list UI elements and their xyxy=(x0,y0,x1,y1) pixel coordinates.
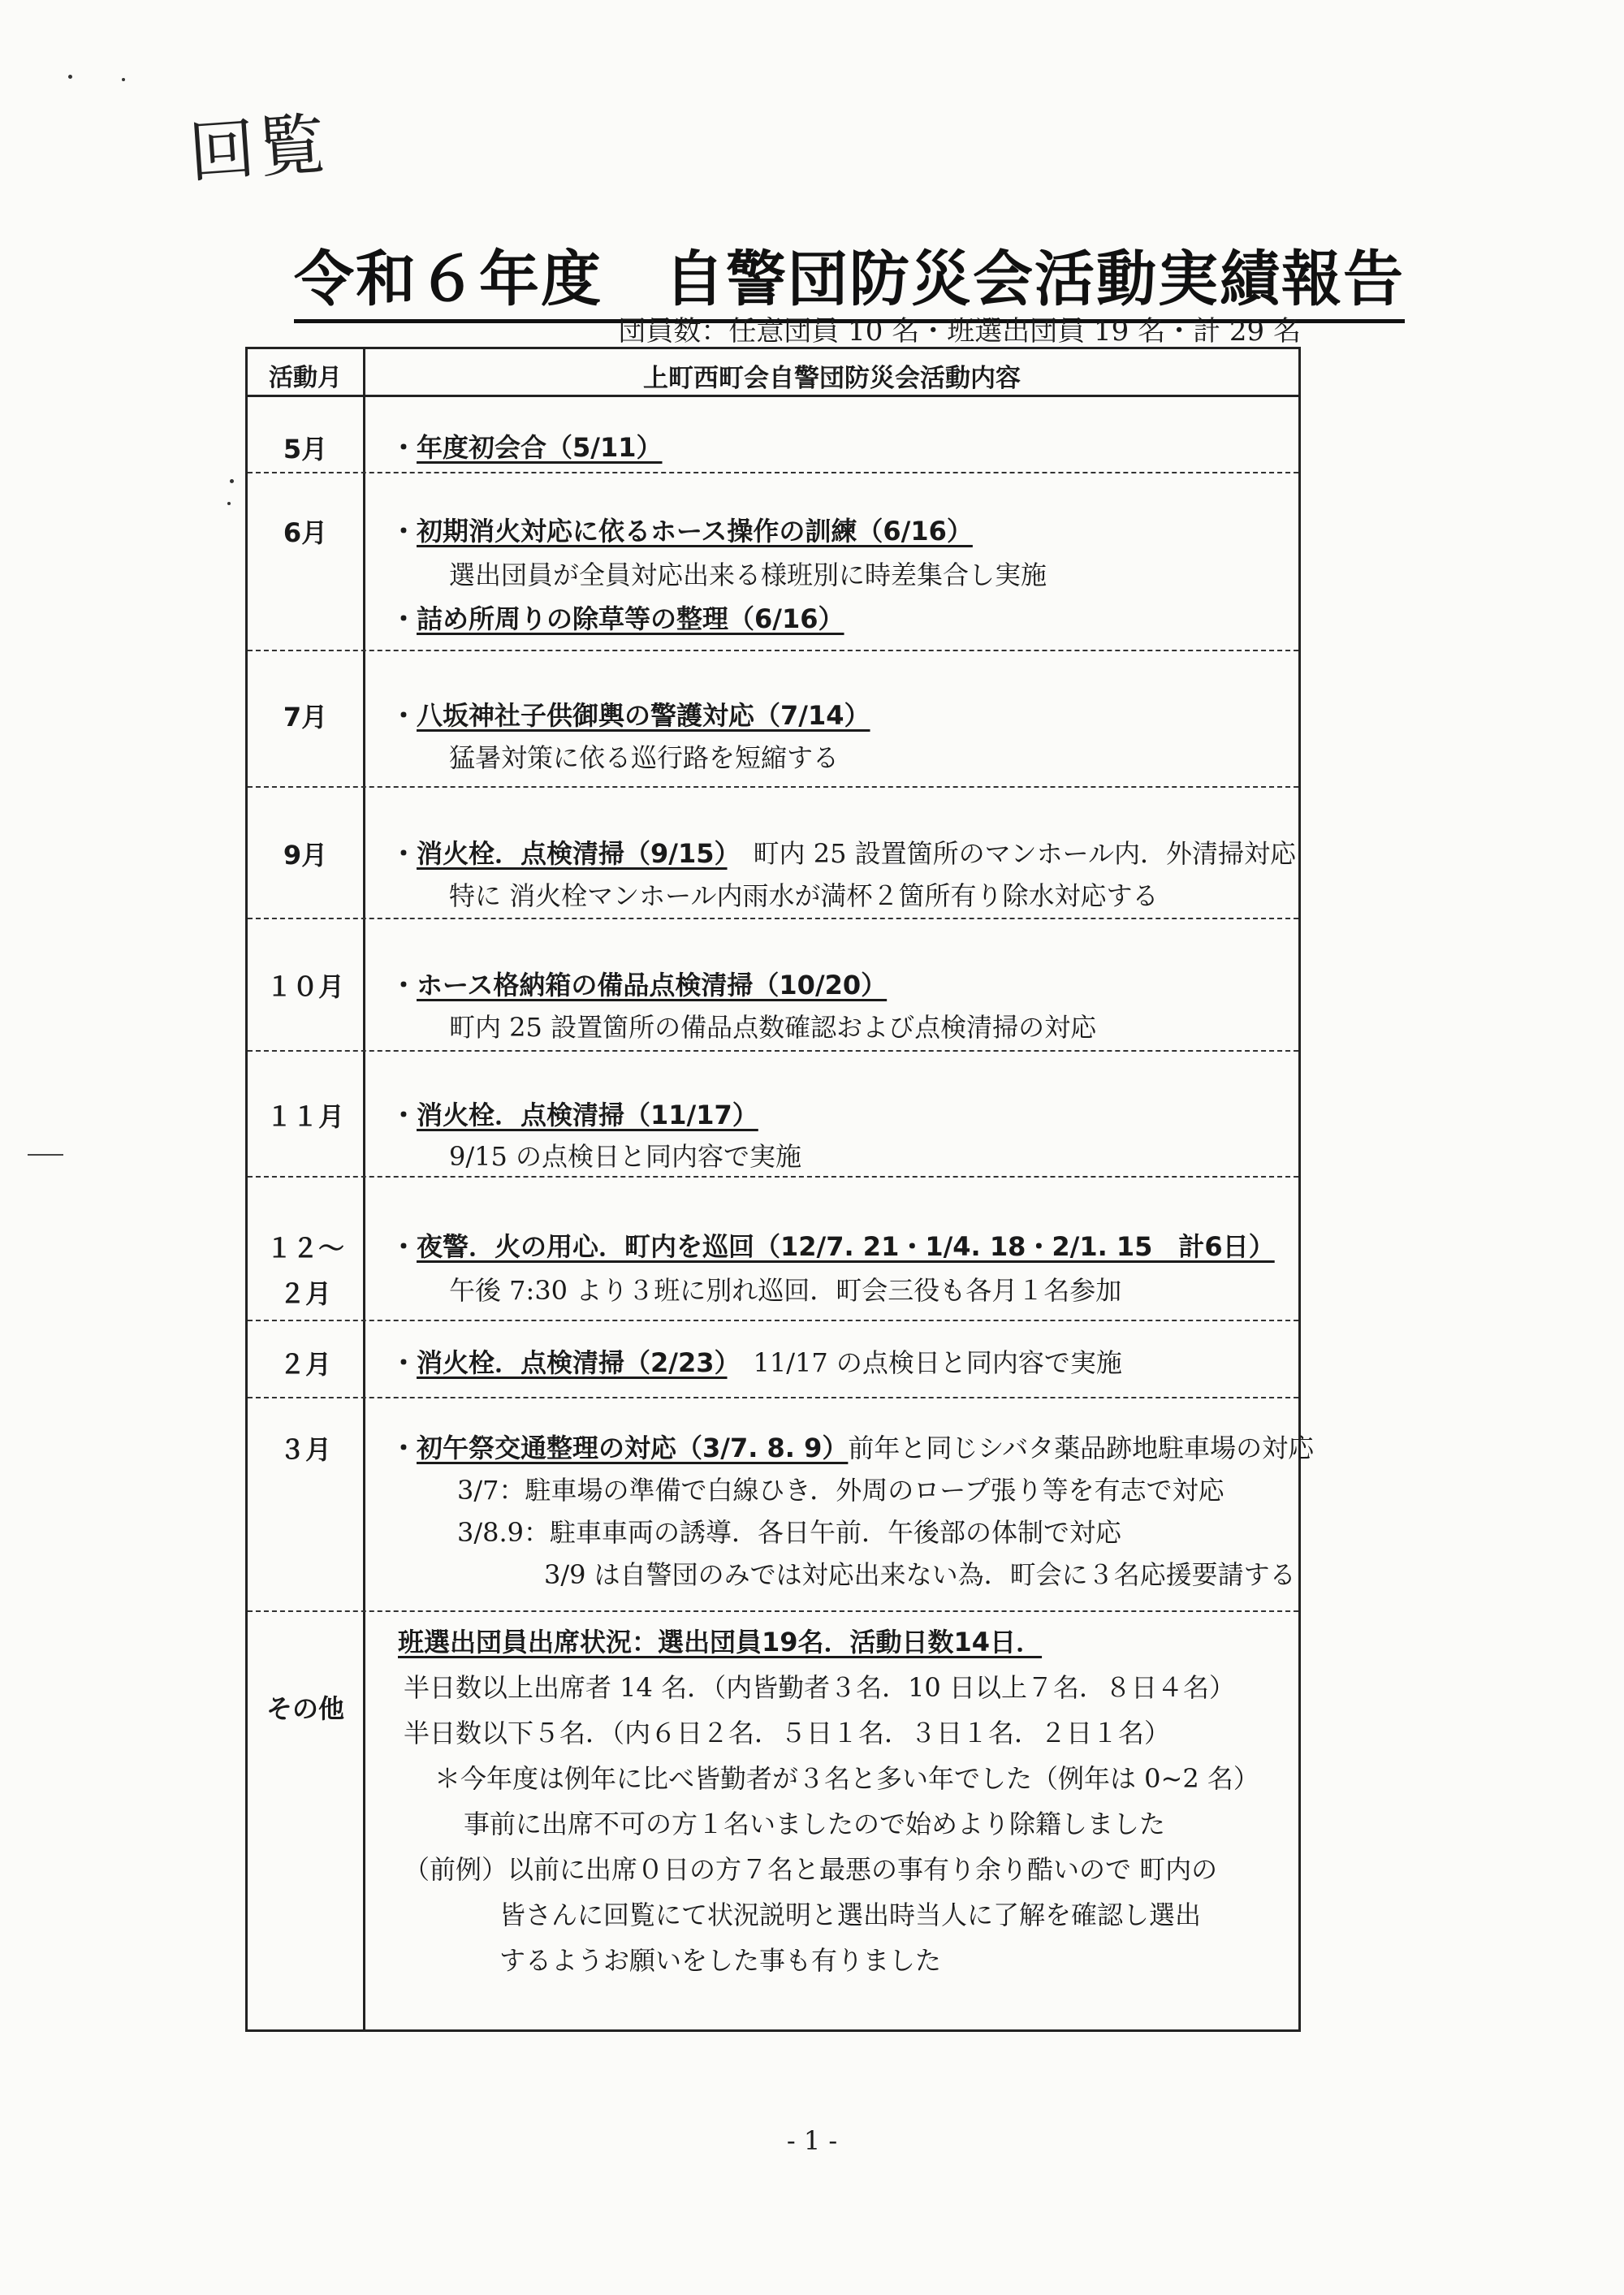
activity-line xyxy=(391,833,1296,871)
activity-line xyxy=(391,1226,1275,1264)
month-label: 7月 xyxy=(283,702,328,733)
activity-detail: 午後 7:30 より３班に別れ巡回．町会三役も各月１名参加 xyxy=(449,1275,1122,1306)
attendance-detail: 半日数以上出席者 14 名．（内皆勤者３名．10 日以上７名．８日４名） xyxy=(404,1672,1235,1703)
section-february xyxy=(248,1320,1298,1398)
page-number: - 1 - xyxy=(786,2125,838,2156)
circulation-stamp: 回覧 xyxy=(186,106,331,192)
activity-heading: 夜警．火の用心．町内を巡回（12/7. 21・1/4. 18・2/1. 15 計6日） xyxy=(417,1231,1275,1262)
activity-heading: 詰め所周りの除草等の整理（6/16） xyxy=(417,603,844,634)
activity-detail: 町内 25 設置箇所の備品点数確認および点検清掃の対応 xyxy=(449,1012,1097,1043)
activity-detail: 3/8.9：駐車車両の誘導．各日午前．午後部の体制で対応 xyxy=(457,1517,1122,1548)
month-label-end: ２月 xyxy=(279,1278,331,1309)
activity-line xyxy=(391,599,844,636)
section-june xyxy=(248,472,1298,651)
bullet: ・ xyxy=(391,700,417,731)
activity-detail: 9/15 の点検日と同内容で実施 xyxy=(449,1141,802,1172)
bullet: ・ xyxy=(391,970,417,1001)
activity-line xyxy=(391,695,870,733)
activity-line xyxy=(391,965,887,1002)
activity-detail: 選出団員が全員対応出来る様班別に時差集合し実施 xyxy=(449,560,1047,590)
activity-note: 前年と同じシバタ薬品跡地駐車場の対応 xyxy=(848,1433,1315,1463)
activity-heading: 消火栓．点検清掃（2/23） xyxy=(417,1347,728,1378)
activity-detail: 3/9 は自警団のみでは対応出来ない為．町会に３名応援要請する xyxy=(544,1559,1296,1590)
activity-heading: 年度初会合（5/11） xyxy=(417,432,663,463)
attendance-detail: 半日数以下５名．（内６日２名．５日１名．３日１名．２日１名） xyxy=(404,1718,1171,1748)
bullet: ・ xyxy=(391,1347,417,1378)
bullet: ・ xyxy=(391,1100,417,1130)
activity-heading: 班選出団員出席状況：選出団員19名．活動日数14日． xyxy=(398,1627,1043,1658)
activity-line xyxy=(391,511,973,548)
table-header xyxy=(248,349,1298,397)
activity-line xyxy=(391,1095,758,1132)
precedent-note: （前例）以前に出席０日の方７名と最悪の事有り余り酷いので 町内の xyxy=(404,1854,1218,1885)
scan-speck xyxy=(122,78,125,81)
activity-heading: ホース格納箱の備品点検清掃（10/20） xyxy=(417,970,888,1001)
bullet: ・ xyxy=(391,1433,417,1463)
month-label: その他 xyxy=(266,1693,344,1724)
header-month: 活動月 xyxy=(269,364,342,392)
activity-line xyxy=(391,1428,1314,1465)
section-october xyxy=(248,918,1298,1052)
activity-heading: 初期消火対応に依るホース操作の訓練（6/16） xyxy=(417,516,973,547)
section-march xyxy=(248,1397,1315,1612)
bullet: ・ xyxy=(391,603,417,634)
activity-heading: 初午祭交通整理の対応（3/7. 8. 9） xyxy=(417,1433,849,1463)
scan-speck xyxy=(227,502,231,505)
month-label: 6月 xyxy=(283,517,328,548)
activity-detail: 猛暑対策に依る巡行路を短縮する xyxy=(449,742,840,773)
scan-mark xyxy=(28,1154,63,1156)
precedent-note: 皆さんに回覧にて状況説明と選出時当人に了解を確認し選出 xyxy=(499,1900,1202,1930)
scan-speck xyxy=(68,75,72,79)
activity-heading: 消火栓．点検清掃（9/15） xyxy=(417,838,728,869)
section-september xyxy=(248,786,1298,919)
activity-line xyxy=(391,427,663,465)
attendance-heading xyxy=(398,1622,1042,1659)
section-july xyxy=(248,650,1298,788)
member-count: 団員数：任意団員 10 名・班選出団員 19 名・計 29 名 xyxy=(618,315,1301,348)
bullet: ・ xyxy=(391,432,417,463)
attendance-note: ＊今年度は例年に比べ皆勤者が３名と多い年でした（例年は 0~2 名） xyxy=(434,1763,1259,1794)
month-label: ２月 xyxy=(279,1349,331,1380)
month-label: ３月 xyxy=(279,1434,331,1465)
bullet: ・ xyxy=(391,1231,417,1262)
precedent-note: するようお願いをした事も有りました xyxy=(499,1945,942,1976)
month-label: １０月 xyxy=(266,971,344,1002)
bullet: ・ xyxy=(391,838,417,869)
month-label: 5月 xyxy=(283,434,328,465)
activity-table xyxy=(245,347,1315,2032)
section-may xyxy=(248,395,1298,473)
activity-detail: 3/7：駐車場の準備で白線ひき．外周のロープ張り等を有志で対応 xyxy=(457,1475,1224,1506)
section-other xyxy=(248,1610,1298,2032)
month-label: １１月 xyxy=(266,1101,344,1132)
attendance-note: 事前に出席不可の方１名いましたので始めより除籍しました xyxy=(464,1809,1166,1839)
bullet: ・ xyxy=(391,516,417,547)
report-title: 令和６年度 自警団防災会活動実績報告 xyxy=(294,231,1405,323)
month-label: 9月 xyxy=(283,840,328,871)
section-november xyxy=(248,1050,1298,1178)
scan-speck xyxy=(230,479,234,483)
activity-detail: 特に 消火栓マンホール内雨水が満杯２箇所有り除水対応する xyxy=(449,880,1159,911)
activity-line xyxy=(391,1342,1122,1380)
activity-note: 町内 25 設置箇所のマンホール内．外清掃対応 xyxy=(753,838,1296,869)
activity-heading: 八坂神社子供御輿の警護対応（7/14） xyxy=(417,700,870,731)
section-december-february xyxy=(248,1176,1298,1321)
month-label: １２～ xyxy=(266,1233,344,1264)
activity-heading: 消火栓．点検清掃（11/17） xyxy=(417,1100,758,1130)
header-content: 上町西町会自警団防災会活動内容 xyxy=(643,364,1021,393)
activity-note: 11/17 の点検日と同内容で実施 xyxy=(753,1347,1122,1378)
